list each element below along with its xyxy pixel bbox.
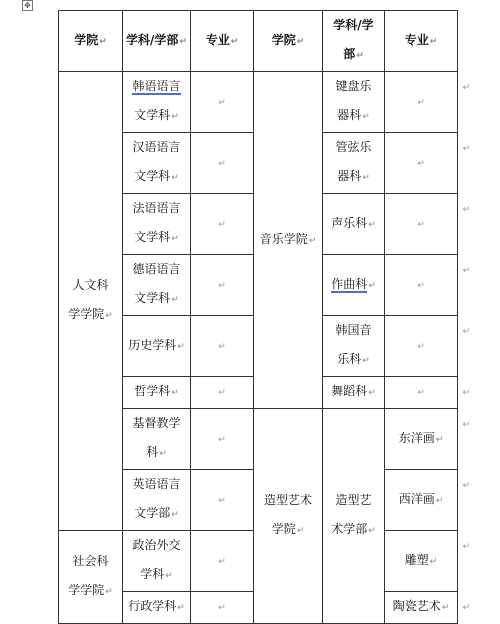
major-cell: ↵ [191, 194, 254, 255]
college-social-sciences: 社会科 学学院↵ [59, 531, 123, 624]
header-subject-2: 学科/学 部↵ [323, 11, 385, 72]
subject-orchestral: 管弦乐 器科↵ [323, 133, 385, 194]
major-cell: ↵ [191, 409, 254, 470]
header-college: 学院↵ [59, 11, 123, 72]
move-anchor-icon[interactable]: ✥ [22, 0, 33, 11]
major-western-painting: 西洋画↵ ↵ [385, 470, 458, 531]
college-fine-arts: 造型艺术 学院↵ [254, 409, 323, 624]
subject-christian-studies: 基督教学 科↵ [123, 409, 191, 470]
subject-keyboard: 键盘乐 器科↵ [323, 72, 385, 133]
major-cell: ↵ ↵ [385, 133, 458, 194]
college-humanities: 人文科 学学院↵ [59, 72, 123, 531]
subject-english-lit: 英语语言 文学部↵ [123, 470, 191, 531]
header-college-2: 学院↵ [254, 11, 323, 72]
major-cell: ↵ [191, 316, 254, 377]
subject-politics: 政治外交 学科↵ [123, 531, 191, 592]
college-music: 音乐学院↵ [254, 72, 323, 409]
major-oriental-painting: 东洋画↵ ↵ [385, 409, 458, 470]
subject-chinese-lit: 汉语语言 文学科↵ [123, 133, 191, 194]
subject-history: 历史学科↵ [123, 316, 191, 377]
major-sculpture: 雕塑↵ ↵ [385, 531, 458, 592]
major-cell: ↵ ↵ [385, 72, 458, 133]
subject-korean-music: 韩国音 乐科↵ [323, 316, 385, 377]
major-cell: ↵ [191, 377, 254, 409]
major-cell: ↵ ↵ [385, 377, 458, 409]
major-cell: ↵ ↵ [385, 194, 458, 255]
header-major-2: 专业↵ [385, 11, 458, 72]
major-ceramics: 陶瓷艺术↵ ↵ [385, 592, 458, 624]
subject-dance: 舞蹈科↵ [323, 377, 385, 409]
subject-french-lit: 法语语言 文学科↵ [123, 194, 191, 255]
major-cell: ↵ [191, 72, 254, 133]
subject-german-lit: 德语语言 文学科↵ [123, 255, 191, 316]
major-cell: ↵ [191, 531, 254, 592]
subject-vocal: 声乐科↵ [323, 194, 385, 255]
major-cell: ↵ ↵ [385, 255, 458, 316]
subject-fine-arts: 造型艺 术学部↵ [323, 409, 385, 624]
subject-philosophy: 哲学科↵ [123, 377, 191, 409]
subject-korean-lit: 韩语语言 文学科↵ [123, 72, 191, 133]
major-cell: ↵ [191, 133, 254, 194]
major-cell: ↵ [191, 255, 254, 316]
header-subject: 学科/学部↵ [123, 11, 191, 72]
college-table [58, 10, 470, 624]
header-major: 专业↵ [191, 11, 254, 72]
major-cell: ↵ [191, 592, 254, 624]
major-cell: ↵ ↵ [385, 316, 458, 377]
subject-public-admin: 行政学科↵ [123, 592, 191, 624]
major-cell: ↵ [191, 470, 254, 531]
subject-composition: 作曲科↵ [323, 255, 385, 316]
